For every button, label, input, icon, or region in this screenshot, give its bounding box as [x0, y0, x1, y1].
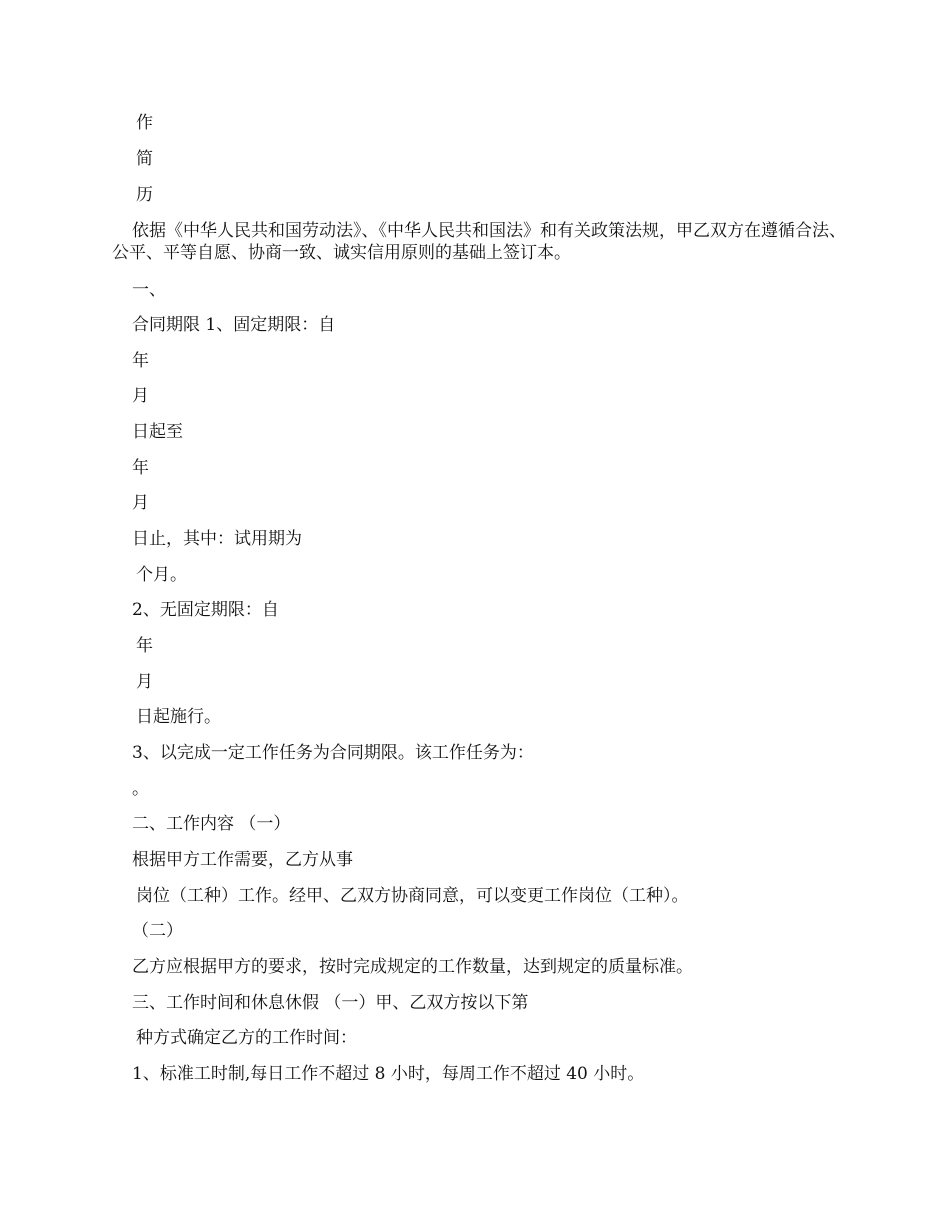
- text-line: 简: [136, 149, 153, 169]
- text-line: 3、以完成一定工作任务为合同期限。该工作任务为：: [132, 743, 534, 763]
- section-heading: 三、工作时间和休息休假 （一）甲、乙双方按以下第: [132, 993, 529, 1013]
- text-line: 根据甲方工作需要，乙方从事: [132, 850, 353, 870]
- text-line: 合同期限 1、固定期限：自: [132, 315, 336, 335]
- text-line: 1、标准工时制,每日工作不超过 8 小时，每周工作不超过 40 小时。: [132, 1064, 645, 1084]
- text-line: 日止，其中：试用期为: [132, 529, 302, 549]
- text-line: （二）: [132, 921, 183, 941]
- text-line: 岗位（工种）工作。经甲、乙双方协商同意，可以变更工作岗位（工种）。: [136, 886, 689, 906]
- text-line: 个月。: [136, 565, 187, 585]
- section-heading: 二、工作内容 （一）: [132, 814, 291, 834]
- text-line: 日起施行。: [136, 707, 221, 727]
- intro-paragraph: 依据《中华人民共和国劳动法》、《中华人民共和国法》和有关政策法规，甲乙双方在遵循合法、公平、平等自愿、协商一致、诚实信用原则的基础上签订本。: [112, 221, 846, 263]
- text-line: 月: [132, 493, 149, 513]
- text-line: 。: [132, 779, 149, 799]
- text-line: 月: [136, 672, 153, 692]
- text-line: 月: [132, 386, 149, 406]
- text-line: 作: [136, 113, 153, 133]
- text-line: 年: [136, 636, 153, 656]
- text-line: 年: [132, 458, 149, 478]
- text-line: 日起至: [132, 422, 183, 442]
- text-line: 年: [132, 351, 149, 371]
- text-line: 乙方应根据甲方的要求，按时完成规定的工作数量，达到规定的质量标准。: [132, 957, 693, 977]
- section-heading: 一、: [132, 280, 166, 300]
- text-line: 2、无固定期限：自: [132, 600, 279, 620]
- text-line: 种方式确定乙方的工作时间：: [136, 1028, 357, 1048]
- text-line: 历: [136, 185, 153, 205]
